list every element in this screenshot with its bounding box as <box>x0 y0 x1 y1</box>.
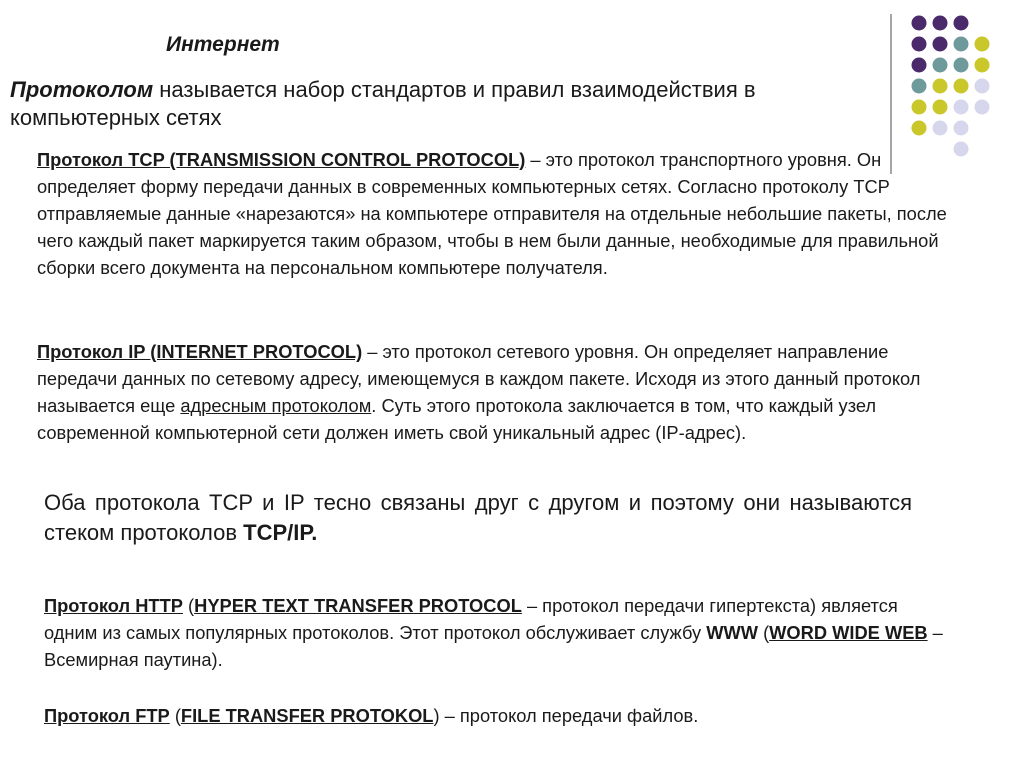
decor-dot <box>933 79 948 94</box>
ftp-expansion: FILE TRANSFER PROTOKOL <box>180 705 434 726</box>
ip-text-1: – это протокол сетевого уровня. Он определяет направление передачи данных по сетевому адресу, имеющемуся в каждом пакете. Исходя из этого данный протокол называется еще <box>37 341 921 416</box>
decor-dot <box>954 121 969 136</box>
decor-dot <box>912 58 927 73</box>
decor-dot <box>954 100 969 115</box>
decor-dot <box>975 37 990 52</box>
www-open-paren: ( <box>758 622 770 643</box>
decor-dot <box>933 100 948 115</box>
tcpip-stack-paragraph <box>44 488 912 548</box>
decor-dot <box>933 121 948 136</box>
ip-address-protocol-term: адресным протоколом <box>180 395 372 416</box>
decor-dot <box>933 37 948 52</box>
decor-dot <box>975 79 990 94</box>
http-text-1: – протокол передачи гипертекста) является одним из самых популярных протоколов. Этот протокол обслуживает службу <box>44 595 898 643</box>
http-expansion: HYPER TEXT TRANSFER PROTOCOL <box>194 595 522 616</box>
http-text-2: – Всемирная паутина). <box>44 622 943 670</box>
ftp-text: ) – протокол передачи файлов. <box>433 705 699 726</box>
intro-definition: называется набор стандартов и правил взаимодействия в компьютерных сетях <box>10 77 756 130</box>
ftp-open-paren: ( <box>169 705 181 726</box>
decor-dot <box>954 58 969 73</box>
decor-dot <box>975 100 990 115</box>
page-title: Интернет <box>166 33 280 56</box>
decor-dot-grid <box>910 14 1020 164</box>
ip-paragraph <box>37 338 972 446</box>
decor-dot <box>933 16 948 31</box>
ftp-heading: Протокол FTP <box>44 705 170 726</box>
ip-text-2: . Суть этого протокола заключается в том, что каждый узел современной компьютерной сети должен иметь свой уникальный адрес (IP-адрес). <box>37 395 877 443</box>
tcp-paragraph <box>37 146 972 281</box>
decor-dot <box>954 79 969 94</box>
decor-dot <box>954 16 969 31</box>
www-term: WWW <box>706 622 758 643</box>
decor-dot <box>912 16 927 31</box>
ip-heading: Протокол IP (INTERNET PROTOCOL) <box>37 341 363 362</box>
decor-dot <box>954 37 969 52</box>
decor-dot <box>933 58 948 73</box>
http-paragraph <box>44 592 944 673</box>
tcp-text: – это протокол транспортного уровня. Он определяет форму передачи данных в современных компьютерных сетях. Согласно протоколу TCP отправляемые данные «нарезаются» на компьютере отправителя на отдельные небольшие пакеты, после чего каждый пакет маркируется таким образом, чтобы в нем были данные, необходимые для правильной сборки всего документа на персональном компьютере получателя. <box>37 149 947 278</box>
stack-text: Оба протокола TCP и IP тесно связаны друг с другом и поэтому они называются стеком протоколов <box>44 490 912 545</box>
intro-lead-term: Протоколом <box>10 77 154 102</box>
www-expansion: WORD WIDE WEB <box>769 622 928 643</box>
decor-dot <box>912 121 927 136</box>
decor-dot <box>975 58 990 73</box>
stack-term: TCP/IP. <box>243 520 318 545</box>
http-open-paren: ( <box>182 595 195 616</box>
intro-paragraph <box>10 76 890 132</box>
decor-dot <box>912 79 927 94</box>
decor-dot <box>912 37 927 52</box>
decor-dot <box>912 100 927 115</box>
http-heading: Протокол HTTP <box>44 595 183 616</box>
tcp-heading: Протокол TCP (TRANSMISSION CONTROL PROTOCOL) <box>37 149 526 170</box>
ftp-paragraph <box>44 702 944 729</box>
